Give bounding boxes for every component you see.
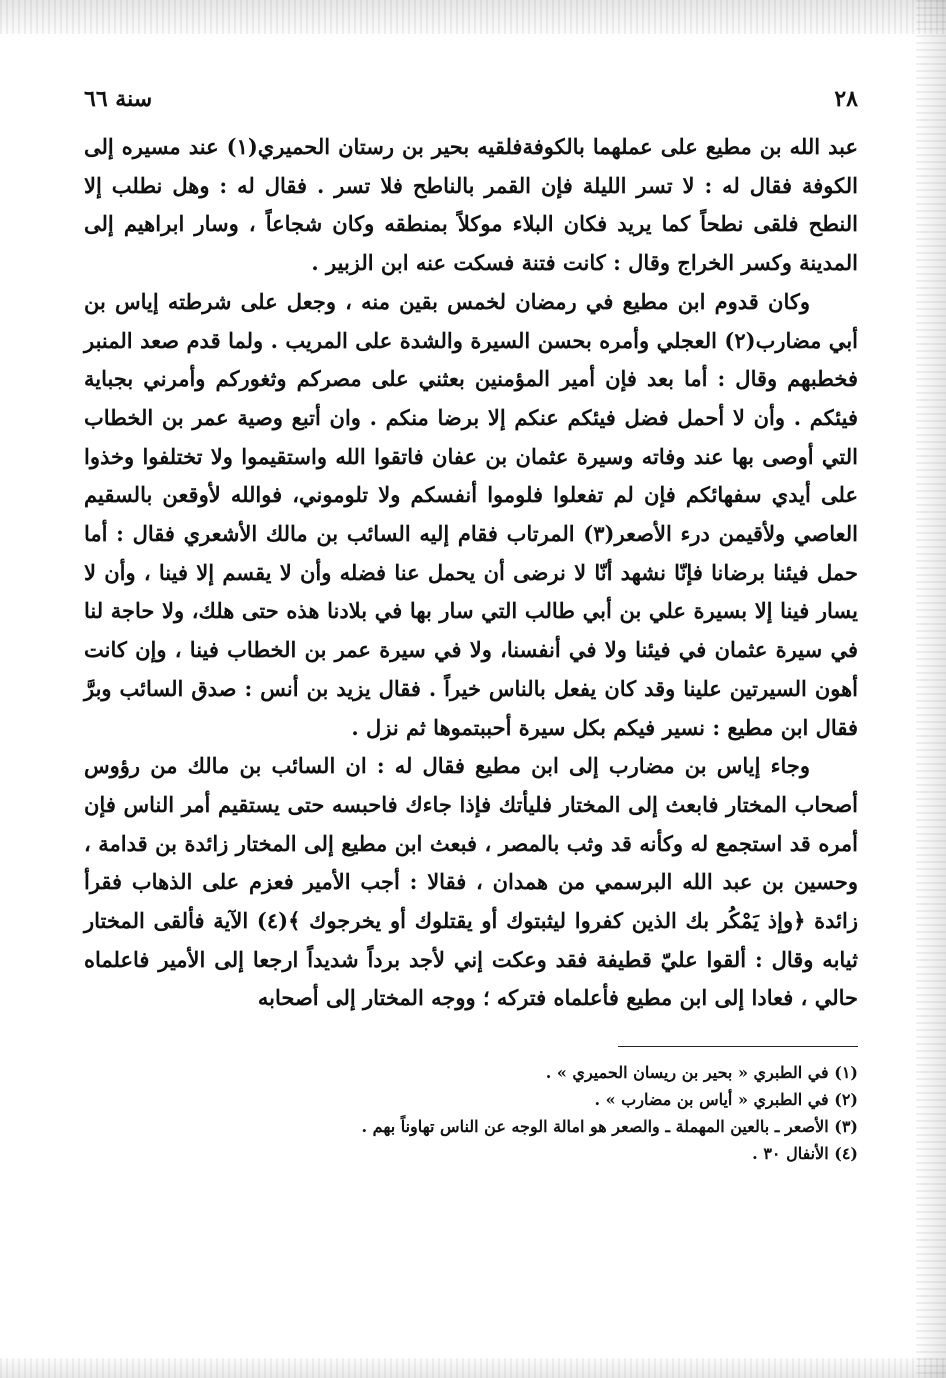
scan-edge-bottom [0, 1358, 946, 1378]
footnote: (٣) الأصعر ـ بالعين المهملة ـ والصعر هو امالة الوجه عن الناس تهاوناً بهم . [361, 1117, 858, 1137]
paragraph: وكان قدوم ابن مطيع في رمضان لخمس بقين منه ، وجعل على شرطته إياس بن أبي مضارب(٢) العجلي وأمره بحسن السيرة والشدة على المريب . ولما قدم صعد المنبر فخطبهم وقال : أما بعد فإن أمير المؤمنين بعثني على مصركم وثغوركم وأمرني بجباية فيئكم . وأن لا أحمل فضل فيئكم عنكم إلا برضا منكم . وان أتبع وصية عمر بن الخطاب التي أوصى بها عند وفاته وسيرة عثمان بن عفان فاتقوا الله واستقيموا ولا تختلفوا وخذوا على أيدي سفهائكم فإن لم تفعلوا فلوموا أنفسكم ولا تلوموني، فوالله لأوقعن بالسقيم العاصي ولأقيمن درء الأصعر(٣) المرتاب فقام إليه السائب بن مالك الأشعري فقال : أما حمل فيئنا برضانا فإنّا نشهد أنّا لا نرضى أن يحمل عنا فضله وأن لا يقسم إلا فينا ، وأن لا يسار فينا إلا بسيرة علي بن أبي طالب التي سار بها في بلادنا هذه حتى هلك، ولا حاجة لنا في سيرة عثمان في فيئنا ولا في أنفسنا، ولا في سيرة عمر بن الخطاب فينا ، وإن كانت أهون السيرتين علينا وقد كان يفعل بالناس خيراً . فقال يزيد بن أنس : صدق السائب وبرَّ فقال ابن مطيع : نسير فيكم بكل سيرة أحببتموها ثم نزل . [84, 288, 858, 740]
body-text [84, 128, 858, 1018]
scan-edge-top [0, 0, 946, 34]
page-number: ٢٨ [834, 86, 858, 112]
scan-edge-right [916, 0, 946, 1378]
running-title: سنة ٦٦ [84, 86, 153, 112]
paragraph: عبد الله بن مطيع على عملهما بالكوفةفلقيه بحير بن رستان الحميري(١) عند مسيره إلى الكوفة فقال له : لا تسر الليلة فإن القمر بالناطح فلا تسر . فقال له : وهل نطلب إلا النطح فلقى نطحاً كما يريد فكان البلاء موكلاً بمنطقه وكان شجاعاً ، وسار ابراهيم إلى المدينة وكسر الخراج وقال : كانت فتنة فسكت عنه ابن الزبير . [84, 134, 858, 276]
paragraph: وجاء إياس بن مضارب إلى ابن مطيع فقال له : ان السائب بن مالك من رؤوس أصحاب المختار فابعث إلى المختار فليأتك فإذا جاءك فاحبسه حتى يستقيم أمر الناس فإن أمره قد استجمع له وكأنه قد وثب بالمصر ، فبعث ابن مطيع إلى المختار زائدة بن قدامة ، وحسين بن عبد الله البرسمي من همدان ، فقالا : أجب الأمير فعزم على الذهاب فقرأ زائدة ﴿وإذ يَمْكُر بك الذين كفروا ليثبتوك أو يقتلوك أو يخرجوك ﴾(٤) الآية فألقى المختار ثيابه وقال : ألقوا عليّ قطيفة فقد وعكت إني لأجد برداً شديداً ارجعا إلى الأمير فاعلماه حالي ، فعادا إلى ابن مطيع فأعلماه فتركه ؛ ووجه المختار إلى أصحابه [84, 753, 858, 1011]
footnote-rule [618, 1046, 858, 1047]
running-head [84, 82, 858, 122]
footnote: (٤) الأنفال ٣٠ . [752, 1144, 858, 1164]
footnote: (١) في الطبري « بحير بن ريسان الحميري » . [545, 1063, 858, 1083]
footnotes [84, 1059, 858, 1167]
footnote: (٢) في الطبري « أياس بن مضارب » . [594, 1090, 858, 1110]
book-page [84, 82, 858, 1352]
